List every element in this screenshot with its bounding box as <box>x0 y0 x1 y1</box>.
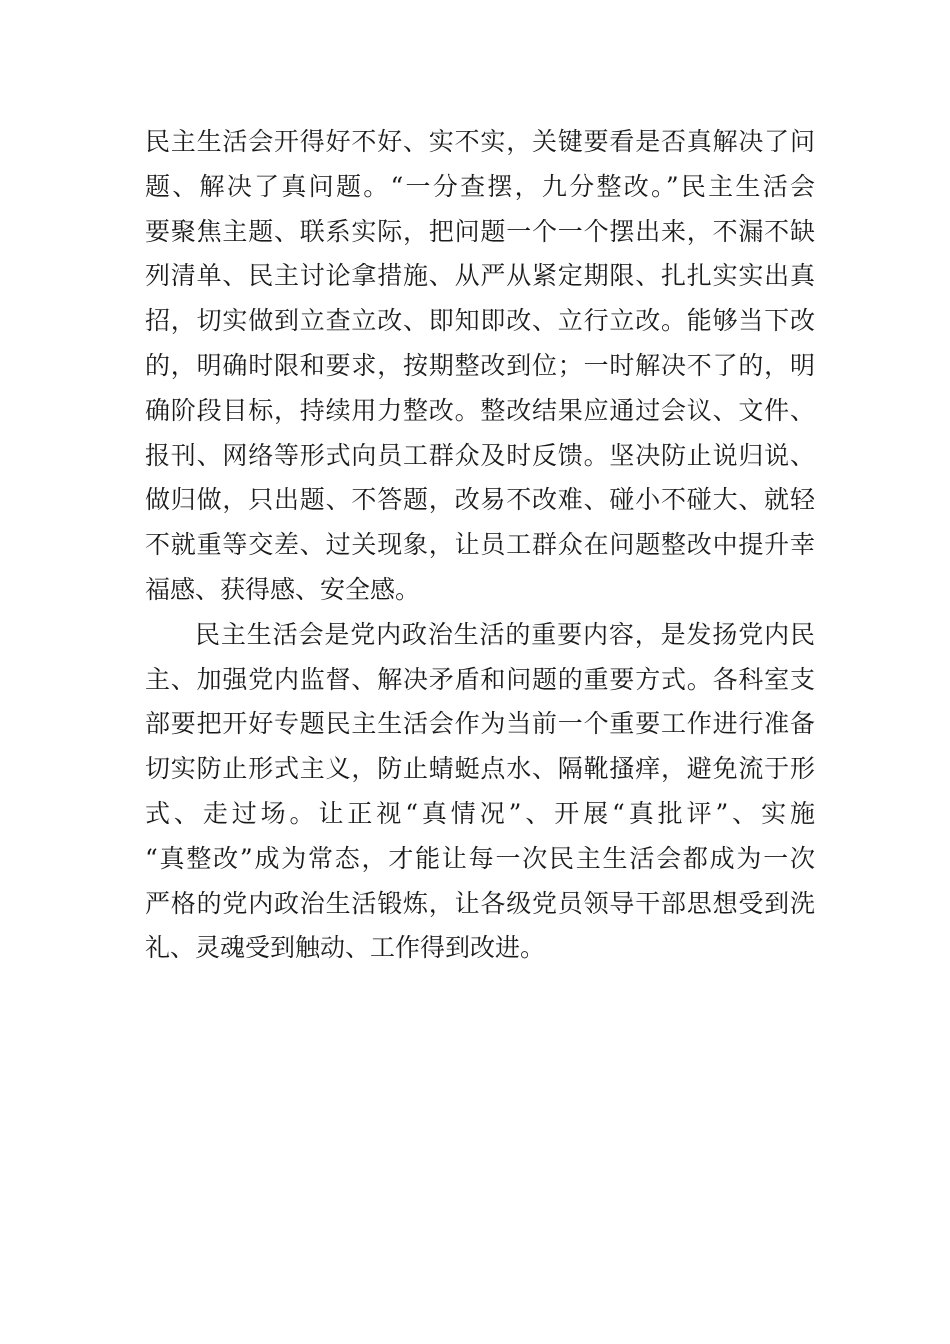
text-line: 招，切实做到立查立改、即知即改、立行立改。能够当下改 <box>145 306 815 336</box>
text-line: 题、解决了真问题。“一分查摆，九分整改。”民主生活会 <box>145 171 815 201</box>
text-line: 列清单、民主讨论拿措施、从严从紧定期限、扎扎实实出真 <box>145 261 815 291</box>
text-line: 主、加强党内监督、解决矛盾和问题的重要方式。各科室支 <box>145 664 815 694</box>
paragraph-1 <box>145 120 815 613</box>
text-line: 做归做，只出题、不答题，改易不改难、碰小不碰大、就轻 <box>145 485 815 515</box>
text-line: “真整改”成为常态，才能让每一次民主生活会都成为一次 <box>145 843 815 873</box>
text-line: 福感、获得感、安全感。 <box>145 574 421 604</box>
text-line: 礼、灵魂受到触动、工作得到改进。 <box>145 933 546 963</box>
text-line: 严格的党内政治生活锻炼，让各级党员领导干部思想受到洗 <box>145 888 815 918</box>
text-line: 民主生活会是党内政治生活的重要内容，是发扬党内民 <box>195 619 815 649</box>
text-line: 部要把开好专题民主生活会作为当前一个重要工作进行准备 <box>145 709 815 739</box>
text-line: 不就重等交差、过关现象，让员工群众在问题整改中提升幸 <box>145 530 815 560</box>
text-line: 式、走过场。让正视“真情况”、开展“真批评”、实施 <box>145 798 815 828</box>
text-line: 要聚焦主题、联系实际，把问题一个一个摆出来，不漏不缺 <box>145 216 815 246</box>
text-line: 的，明确时限和要求，按期整改到位；一时解决不了的，明 <box>145 350 815 380</box>
text-line: 切实防止形式主义，防止蜻蜓点水、隔靴搔痒，避免流于形 <box>145 754 815 784</box>
text-line: 报刊、网络等形式向员工群众及时反馈。坚决防止说归说、 <box>145 440 815 470</box>
document-body <box>145 120 815 971</box>
text-line: 确阶段目标，持续用力整改。整改结果应通过会议、文件、 <box>145 395 815 425</box>
paragraph-2 <box>145 613 815 971</box>
text-line: 民主生活会开得好不好、实不实，关键要看是否真解决了问 <box>145 127 815 156</box>
